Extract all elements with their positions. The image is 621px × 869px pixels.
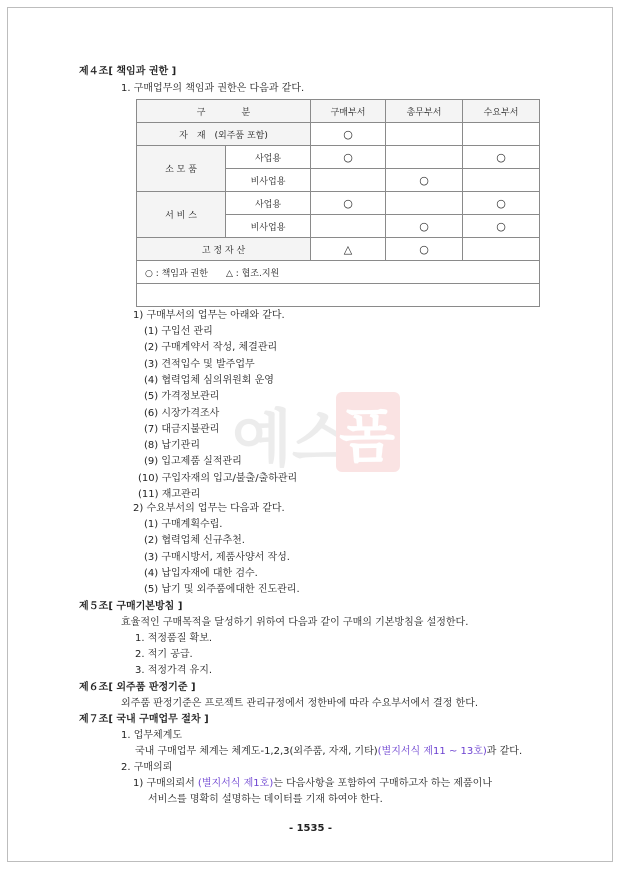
- responsibility-mark: ○: [343, 150, 353, 164]
- article-7-item-1-text: [135, 746, 522, 758]
- row-label-material: 자 재 (외주품 포함): [137, 123, 311, 146]
- table-legend: ○ : 책임과 권한 △ : 협조.지원: [137, 261, 540, 284]
- article-7-item-2-1-cont: 서비스를 명확히 설명하는 데이터를 기재 하여야 한다.: [148, 794, 383, 805]
- table-legend-row: [137, 261, 540, 284]
- article-7-item-1: 1. 업무체계도: [121, 730, 183, 741]
- list-item: (5) 납기 및 외주품에대한 진도관리.: [144, 584, 300, 596]
- header-general-affairs: 총무부서: [386, 100, 463, 123]
- responsibility-mark: ○: [419, 242, 429, 256]
- text-segment: 국내 구매업무 체계는 체계도-1,2,3(외주품, 자재, 기타): [135, 746, 378, 757]
- article-4-intro: 1. 구매업무의 책임과 권한은 다음과 같다.: [121, 83, 305, 94]
- list-item: (10) 구입자재의 입고/불출/출하관리: [138, 472, 298, 484]
- form-reference-link: (별지서식 제11 ~ 13호): [377, 746, 487, 757]
- list-item: (5) 가격정보관리: [144, 391, 220, 403]
- list-item: (2) 구매계약서 작성, 체결관리: [144, 342, 278, 354]
- row-label-services: 서 비 스: [137, 192, 226, 238]
- list-item: (1) 구입선 관리: [144, 326, 213, 337]
- list-item: (2) 협력업체 신규추천.: [144, 535, 245, 547]
- responsibility-mark: ○: [343, 127, 353, 141]
- table-row: [137, 123, 540, 146]
- table-empty-row: [137, 284, 540, 307]
- article-5-item: 2. 적기 공급.: [135, 649, 193, 660]
- text-segment: 과 같다.: [486, 746, 523, 757]
- text-segment: 1) 구매의뢰서: [133, 778, 198, 789]
- article-7-title: 제７조[ 국내 구매업무 절차 ]: [79, 714, 209, 725]
- svg-text:폼: 폼: [339, 402, 396, 470]
- row-label-consumables: 소 모 품: [137, 146, 226, 192]
- text-segment: 는 다음사항을 포함하여 구매하고자 하는 제품이나: [273, 778, 492, 789]
- header-category: 구 분: [137, 100, 311, 123]
- responsibility-mark: ○: [419, 173, 429, 187]
- row-sublabel-nonbusiness: 비사업용: [226, 169, 311, 192]
- table-row: [137, 146, 540, 169]
- list-item: (11) 재고관리: [138, 489, 201, 500]
- article-5-item: 1. 적정품질 확보.: [135, 633, 213, 644]
- responsibility-mark: ○: [496, 150, 506, 164]
- demand-duties-intro: 2) 수요부서의 업무는 다음과 같다.: [133, 503, 285, 514]
- article-4-title: 제４조[ 책임과 권한 ]: [79, 66, 177, 77]
- header-purchase: 구매부서: [311, 100, 386, 123]
- list-item: (6) 시장가격조사: [144, 407, 220, 419]
- table-header-row: [137, 100, 540, 123]
- table-row: [137, 238, 540, 261]
- article-6-text: 외주품 판정기준은 프로젝트 관리규정에서 정한바에 따라 수요부서에서 결정 한다.: [121, 698, 479, 709]
- responsibility-table: [136, 99, 540, 307]
- table-empty-cell: [137, 284, 540, 307]
- purchase-duties-intro: 1) 구매부서의 업무는 아래와 같다.: [133, 310, 285, 321]
- responsibility-mark: ○: [496, 196, 506, 210]
- article-6-title: 제６조[ 외주품 판정기준 ]: [79, 682, 196, 693]
- form-reference-link: (별지서식 제1호): [197, 778, 274, 789]
- list-item: (3) 견적입수 및 발주업무: [144, 358, 255, 370]
- support-mark: △: [343, 242, 353, 256]
- list-item: (4) 납입자재에 대한 검수.: [144, 567, 258, 579]
- list-item: (1) 구매계획수립.: [144, 519, 223, 530]
- list-item: (4) 협력업체 심의위원회 운영: [144, 374, 274, 386]
- responsibility-mark: ○: [419, 219, 429, 233]
- svg-text:예스: 예스: [232, 402, 352, 475]
- article-7-item-2-1: [133, 778, 492, 790]
- responsibility-mark: ○: [343, 196, 353, 210]
- article-5-title: 제５조[ 구매기본방침 ]: [79, 601, 183, 612]
- list-item: (7) 대금지불관리: [144, 423, 220, 435]
- article-5-intro: 효율적인 구매목적을 달성하기 위하여 다음과 같이 구매의 기본방침을 설정한다.: [121, 617, 469, 628]
- page-number: - 1535 -: [288, 823, 333, 834]
- row-sublabel-business: 사업용: [226, 146, 311, 169]
- list-item: (9) 입고제품 실적관리: [144, 456, 242, 468]
- row-sublabel-nonbusiness: 비사업용: [226, 215, 311, 238]
- article-7-item-2: 2. 구매의뢰: [121, 762, 173, 773]
- row-sublabel-business: 사업용: [226, 192, 311, 215]
- list-item: (3) 구매시방서, 제품사양서 작성.: [144, 551, 290, 563]
- article-5-item: 3. 적정가격 유지.: [135, 665, 213, 676]
- list-item: (8) 납기관리: [144, 440, 200, 452]
- responsibility-mark: ○: [496, 219, 506, 233]
- row-label-fixed-assets: 고 정 자 산: [137, 238, 311, 261]
- header-demand: 수요부서: [463, 100, 540, 123]
- table-row: [137, 192, 540, 215]
